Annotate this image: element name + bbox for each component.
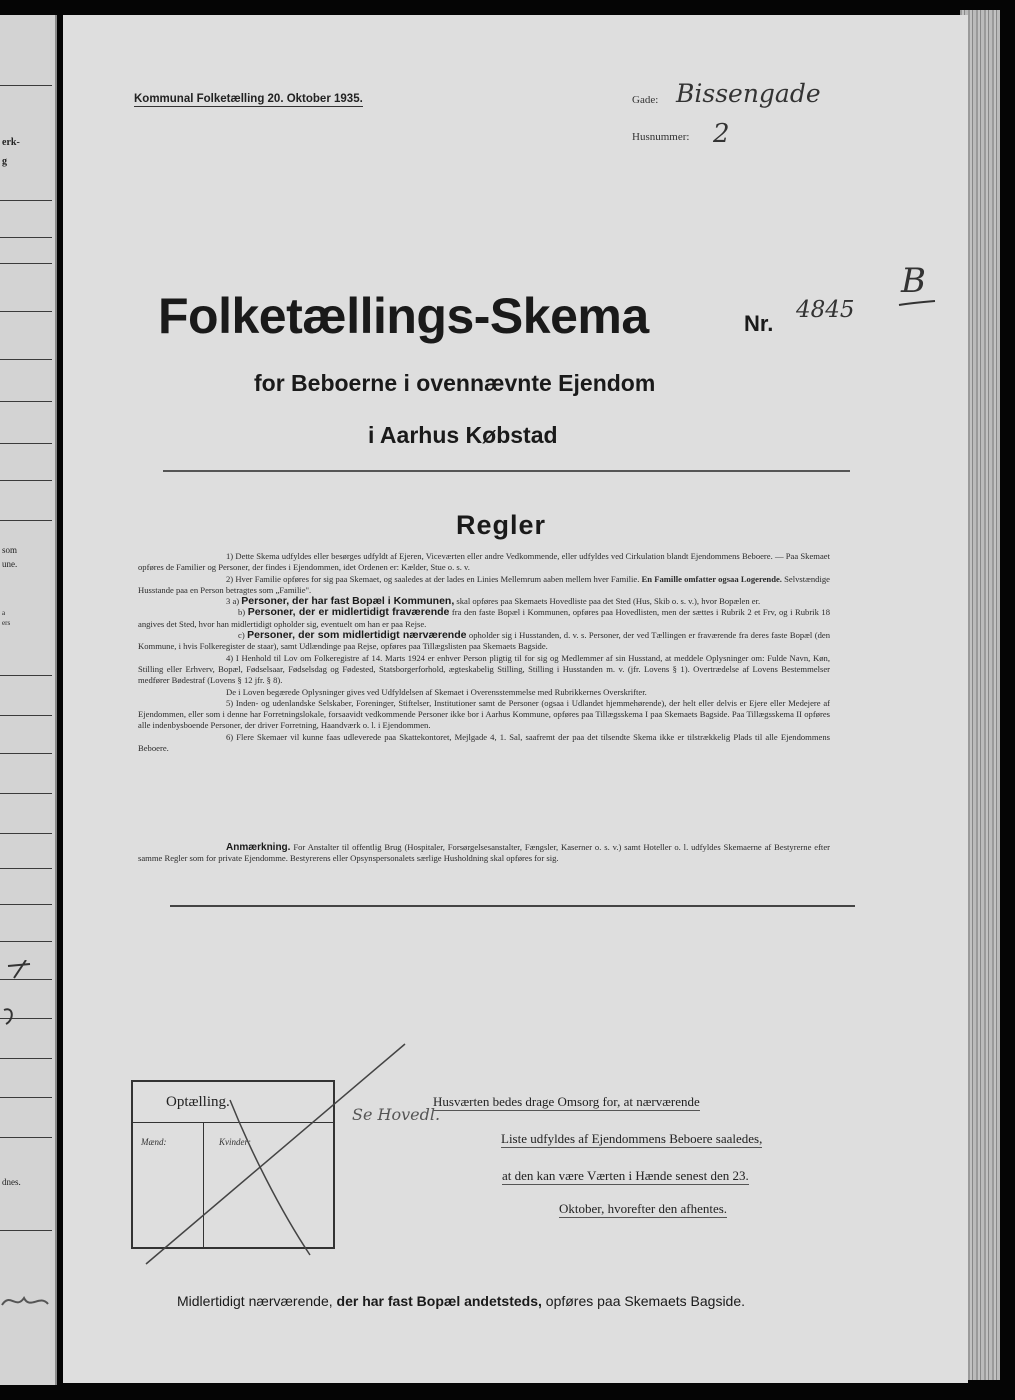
count-box-handwritten-note: Se Hovedl. bbox=[352, 1105, 441, 1124]
footer-text-1: Midlertidigt nærværende, bbox=[177, 1293, 333, 1309]
rule-2-tail: Selvstændige Husstande paa en Person betragtes som „Familie". bbox=[138, 573, 830, 595]
rule-3c-heading: Personer, der som midlertidigt nærværende bbox=[247, 629, 467, 642]
remark-paragraph bbox=[138, 842, 830, 865]
remark-text: For Anstalter til offentlig Brug (Hospitaler, Forsørgelsesanstalter, Fængsler, Kaserner o. s. v.) samt Hoteller o. l. udfyldes Skemaerne af Bestyrerne efter samme Regler som for private Ejendomme. Bestyrerens eller Opsynspersonalets særlige Husholdning skal opføres for sig. bbox=[138, 842, 830, 864]
left-fragment: ers bbox=[2, 619, 11, 627]
street-value: Bissengade bbox=[676, 79, 821, 108]
landlord-notice-line: at den kan være Værten i Hænde senest den 23. bbox=[502, 1168, 749, 1183]
left-fragment: som bbox=[2, 545, 18, 555]
form-title: Folketællings-Skema bbox=[158, 288, 649, 344]
rules-divider bbox=[170, 905, 855, 907]
form-line bbox=[0, 200, 52, 201]
left-facing-page bbox=[0, 15, 57, 1385]
rule-3b bbox=[138, 607, 830, 630]
rule-3c bbox=[138, 630, 830, 653]
landlord-notice-line: Oktober, hvorefter den afhentes. bbox=[559, 1201, 728, 1216]
rules-heading: Regler bbox=[456, 510, 547, 540]
form-line bbox=[0, 753, 52, 754]
form-number-value: 4845 bbox=[796, 297, 855, 323]
left-fragment: a bbox=[2, 609, 6, 617]
rule-2 bbox=[138, 574, 830, 597]
landlord-notice-line: Liste udfyldes af Ejendommens Beboere saaledes, bbox=[501, 1131, 763, 1146]
form-line bbox=[0, 401, 52, 402]
house-number-value: 2 bbox=[713, 119, 730, 149]
rule-3a bbox=[138, 596, 830, 607]
corner-mark: B bbox=[901, 261, 926, 301]
rule-6: 6) Flere Skemaer vil kunne faas udleverede paa Skattekontoret, Mejlgade 4, 1. Sal, saafremt der paa det tilsendte Skema ikke er tilstrækkelig Plads til alle Ejendommens Beboere. bbox=[138, 731, 830, 754]
form-line bbox=[0, 480, 52, 481]
rule-2-bold: En Famille omfatter ogsaa Logerende. bbox=[641, 573, 782, 584]
remark-label: Anmærkning. bbox=[226, 842, 291, 853]
count-box-crossout bbox=[140, 1040, 410, 1270]
form-line bbox=[0, 904, 52, 905]
rule-3a-heading: Personer, der har fast Bopæl i Kommunen, bbox=[241, 595, 455, 608]
rule-3a-num: 3 a) bbox=[226, 596, 240, 607]
census-line: Kommunal Folketælling 20. Oktober 1935. bbox=[134, 93, 363, 105]
form-line bbox=[0, 520, 52, 521]
form-line bbox=[0, 833, 52, 834]
form-line bbox=[0, 941, 52, 942]
handwritten-marks bbox=[0, 960, 52, 1320]
footer-text-2: opføres paa Skemaets Bagside. bbox=[545, 1293, 746, 1309]
rule-4-note: De i Loven begærede Oplysninger gives ved Udfyldelsen af Skemaet i Overensstemmelse med Rubrikkernes Overskrifter. bbox=[226, 686, 647, 697]
form-line bbox=[0, 85, 52, 86]
form-line bbox=[0, 793, 52, 794]
rules-text bbox=[138, 551, 830, 754]
rule-3a-text: skal opføres paa Skemaets Hovedliste paa det Sted (Hus, Skib o. s. v.), hvor Bopælen er. bbox=[456, 596, 761, 607]
corner-mark-underline bbox=[897, 299, 937, 309]
street-label: Gade: bbox=[632, 94, 659, 106]
form-subtitle-2: i Aarhus Købstad bbox=[368, 422, 558, 448]
form-line bbox=[0, 715, 52, 716]
count-box-title: Optælling. bbox=[166, 1094, 230, 1110]
rule-3b-text: fra den faste Bopæl i Kommunen, opføres paa Hovedlisten, men der sættes i Rubrik 2 et Frv, og i Rubrik 18 angives det Sted, hvor han midlertidigt opholder sig, eventuelt om han er paa Rejse. bbox=[138, 607, 830, 629]
form-line bbox=[0, 263, 52, 264]
count-box-women-label: Kvinder: bbox=[219, 1137, 251, 1147]
footer-note bbox=[177, 1293, 745, 1309]
rule-3c-num: c) bbox=[238, 630, 245, 641]
count-box-men-label: Mænd: bbox=[141, 1137, 167, 1147]
rule-5: 5) Inden- og udenlandske Selskaber, Foreninger, Stiftelser, Institutioner samt de Personer (ogsaa i Udlandet hjemmehørende), der helt eller delvis er Ejere eller Medejere af Ejendommen, eller som i denne har Forretningslokale, forsaavidt vedkommende Personer ikke bor i Aarhus Kommune, opføres paa Tillægsskema I paa Skemaets Bagside. Paa Tillægsskema II opføres alle indenbysboende Personer, der driver Forretning, Haandværk o. l. i Ejendommen. bbox=[138, 697, 830, 731]
left-fragment: erk- bbox=[2, 137, 20, 148]
house-number-label: Husnummer: bbox=[632, 131, 690, 143]
rule-3b-heading: Personer, der er midlertidigt fraværende bbox=[247, 606, 450, 619]
form-line bbox=[0, 359, 52, 360]
form-line bbox=[0, 311, 52, 312]
form-line bbox=[0, 675, 52, 676]
rule-1: 1) Dette Skema udfyldes eller besørges udfyldt af Ejeren, Viceværten eller andre Vedkommende, eller udfyldes ved Cirkulation blandt Ejendommens Beboere. — Paa Skemaet opføres de Familier og Personer, der findes i Ejendommen, idet Ordenen er: Kælder, Stue o. s. v. bbox=[138, 551, 830, 573]
rule-3b-num: b) bbox=[238, 607, 246, 618]
rule-4: 4) I Henhold til Lov om Folkeregistre af 14. Marts 1924 er enhver Person pligtig til for sig og Medlemmer af sin Husstand, at meddele Oplysninger om: Fulde Navn, Køn, Stilling eller Erhverv, Bopæl, Fødselsaar, Fødselsdag og Fødested, Statsborgerforhold, ægteskabelig Stilling, Stilling i Husstanden m. v. (jfr. Lovens § 1). Overtrædelse af Lovens Bestemmelser medfører Bødestraf (Lovens § 12 jfr. § 8). bbox=[138, 652, 830, 686]
form-line bbox=[0, 868, 52, 869]
form-number-label: Nr. bbox=[744, 311, 774, 336]
left-fragment: une. bbox=[2, 559, 18, 569]
left-fragment: dnes. bbox=[2, 1177, 21, 1187]
footer-text-bold: der har fast Bopæl andetsteds, bbox=[336, 1293, 542, 1309]
title-divider bbox=[163, 470, 850, 472]
rule-3c-text: opholder sig i Husstanden, d. v. s. Personer, der ved Tællingen er fraværende fra deres faste Bopæl (den Kommune, i hvis Folkeregister de staar), samt Udlændinge paa Rejse, opføres paa Tillægslisten paa Skemaets Bagside. bbox=[138, 630, 830, 652]
landlord-notice-line: Husværten bedes drage Omsorg for, at nærværende bbox=[433, 1094, 700, 1109]
left-fragment: g bbox=[2, 156, 7, 167]
form-line bbox=[0, 237, 52, 238]
form-line bbox=[0, 443, 52, 444]
rule-2-text: 2) Hver Familie opføres for sig paa Skemaet, og saaledes at der lades en Linies Mellemrum aaben mellem hver Familie. bbox=[226, 573, 640, 584]
form-subtitle-1: for Beboerne i ovennævnte Ejendom bbox=[254, 370, 656, 396]
